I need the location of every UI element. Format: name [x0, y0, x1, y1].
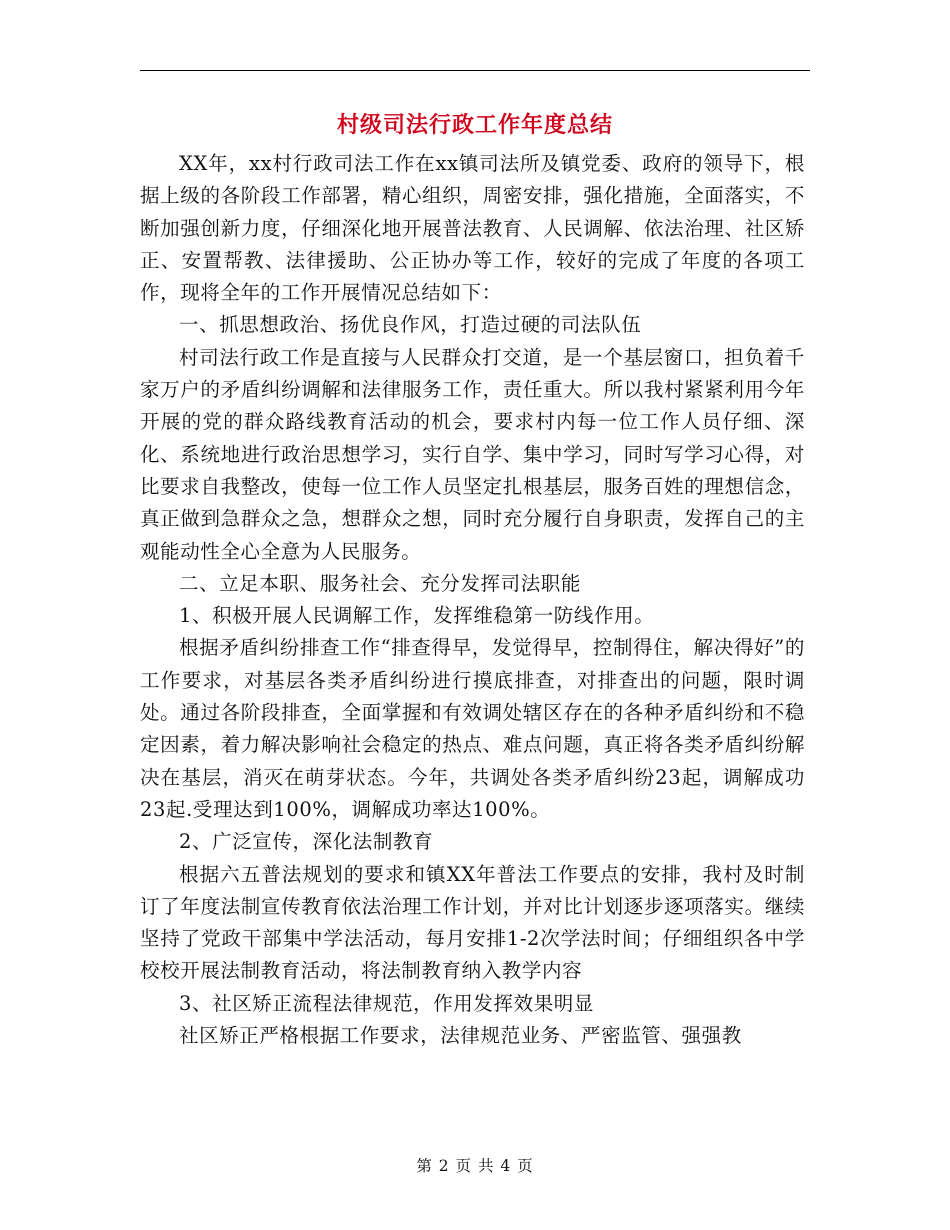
- subsection-heading: 1、积极开展人民调解工作，发挥维稳第一防线作用。: [179, 604, 655, 628]
- section-heading: 一、抓思想政治、扬优良作风，打造过硬的司法队伍: [179, 313, 642, 337]
- body-paragraph: 根据矛盾纠纷排查工作“排查得早，发觉得早，控制得住，解决得好”的工作要求，对基层各类矛盾纠纷进行摸底排查，对排查出的问题，限时调处。通过各阶段排查，全面掌握和有效调处辖区存在的各种矛盾纠纷和不稳定因素，着力解决影响社会稳定的热点、难点问题，真正将各类矛盾纠纷解决在基层，消灭在萌芽状态。今年，共调处各类矛盾纠纷23起，调解成功23起.受理达到100%，调解成功率达100%。: [140, 636, 805, 821]
- document-title: 村级司法行政工作年度总结: [336, 112, 613, 138]
- document-body: [140, 148, 805, 1052]
- body-paragraph: 根据六五普法规划的要求和镇XX年普法工作要点的安排，我村及时制订了年度法制宣传教育依法治理工作计划，并对比计划逐步逐项落实。继续坚持了党政干部集中学法活动，每月安排1-2次学法时间；仔细组织各中学校校开展法制教育活动，将法制教育纳入教学内容: [140, 862, 805, 983]
- subsection-heading: 2、广泛宣传，深化法制教育: [179, 830, 434, 854]
- body-paragraph: 村司法行政工作是直接与人民群众打交道，是一个基层窗口，担负着千家万户的矛盾纠纷调解和法律服务工作，责任重大。所以我村紧紧利用今年开展的党的群众路线教育活动的机会，要求村内每一位工作人员仔细、深化、系统地进行政治思想学习，实行自学、集中学习，同时写学习心得，对比要求自我整改，使每一位工作人员坚定扎根基层，服务百姓的理想信念，真正做到急群众之急，想群众之想，同时充分履行自身职责，发挥自己的主观能动性全心全意为人民服务。: [140, 345, 805, 563]
- header-rule: [140, 70, 810, 71]
- body-paragraph: XX年，xx村行政司法工作在xx镇司法所及镇党委、政府的领导下，根据上级的各阶段工作部署，精心组织，周密安排，强化措施，全面落实，不断加强创新力度，仔细深化地开展普法教育、人民调解、依法治理、社区矫正、安置帮教、法律援助、公正协办等工作，较好的完成了年度的各项工作，现将全年的工作开展情况总结如下：: [140, 152, 805, 305]
- page-footer: [0, 1154, 950, 1176]
- section-heading: 二、立足本职、服务社会、充分发挥司法职能: [179, 571, 582, 595]
- body-paragraph: 社区矫正严格根据工作要求，法律规范业务、严密监管、强强教: [179, 1024, 742, 1048]
- page-number-label: 第 2 页 共 4 页: [416, 1157, 534, 1175]
- subsection-heading: 3、社区矫正流程法律规范，作用发挥效果明显: [179, 991, 595, 1015]
